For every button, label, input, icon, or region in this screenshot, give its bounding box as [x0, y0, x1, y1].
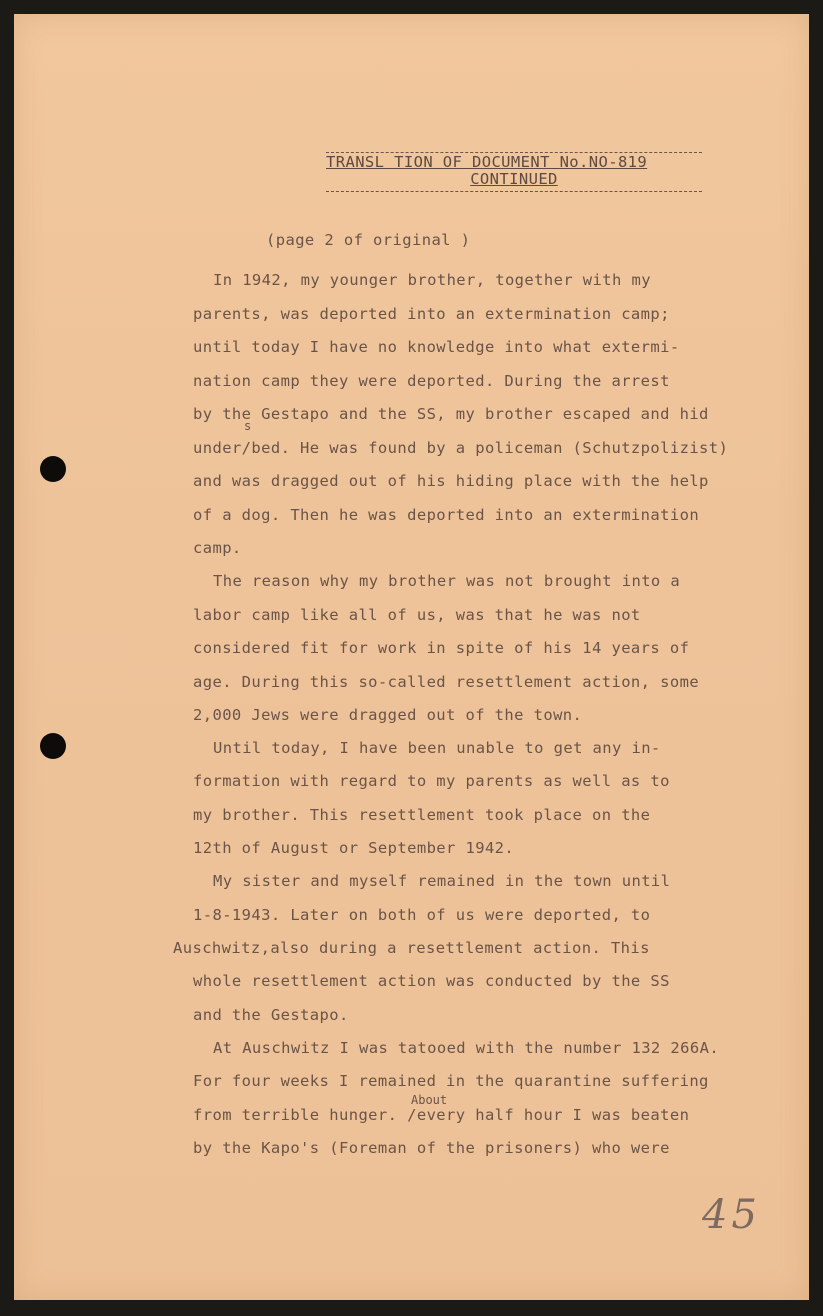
- punch-hole-lower: [40, 733, 66, 759]
- text-line: and the Gestapo.: [193, 1006, 349, 1024]
- text-line: considered fit for work in spite of his 14 years of: [193, 639, 690, 657]
- text-line: Until today, I have been unable to get any in-: [213, 739, 661, 757]
- text-line: nation camp they were deported. During the arrest: [193, 372, 670, 390]
- text-line: 1-8-1943. Later on both of us were deported, to: [193, 906, 651, 924]
- page-reference: (page 2 of original ): [266, 231, 471, 249]
- text-line: At Auschwitz I was tatooed with the number 132 266A.: [213, 1039, 720, 1057]
- folio-number: 45: [702, 1192, 761, 1238]
- text-line: The reason why my brother was not brought into a: [213, 572, 681, 590]
- text-line: whole resettlement action was conducted by the SS: [193, 972, 670, 990]
- text-line: labor camp like all of us, was that he was not: [193, 606, 641, 624]
- interlinear-about: About: [411, 1093, 448, 1107]
- interlinear-s-mark: s: [244, 419, 252, 433]
- text-line: formation with regard to my parents as well as to: [193, 772, 670, 790]
- text-line: parents, was deported into an extermination camp;: [193, 305, 670, 323]
- text-line: For four weeks I remained in the quarantine suffering: [193, 1072, 709, 1090]
- text-line: 12th of August or September 1942.: [193, 839, 515, 857]
- text-line: by the Kapo's (Foreman of the prisoners) who were: [193, 1139, 670, 1157]
- text-line: and was dragged out of his hiding place with the help: [193, 472, 709, 490]
- text-line: My sister and myself remained in the town until: [213, 872, 671, 890]
- text-line: of a dog. Then he was deported into an extermination: [193, 506, 700, 524]
- heading-continued: CONTINUED: [470, 170, 558, 188]
- text-line: Auschwitz,also during a resettlement action. This: [173, 939, 650, 957]
- text-line: camp.: [193, 539, 242, 557]
- heading-title: TRANSL TION OF DOCUMENT No.NO-819: [326, 153, 648, 171]
- text-line: In 1942, my younger brother, together with my: [213, 271, 651, 289]
- text-line: 2,000 Jews were dragged out of the town.: [193, 706, 583, 724]
- text-line: my brother. This resettlement took place on the: [193, 806, 651, 824]
- text-line: age. During this so-called resettlement action, some: [193, 673, 700, 691]
- text-line: by the Gestapo and the SS, my brother escaped and hid: [193, 405, 709, 423]
- document-heading: [326, 152, 702, 192]
- text-line: until today I have no knowledge into what extermi-: [193, 338, 680, 356]
- punch-hole-upper: [40, 456, 66, 482]
- text-line: from terrible hunger. /every half hour I was beaten: [193, 1106, 690, 1124]
- text-line: under/bed. He was found by a policeman (Schutzpolizist): [193, 439, 729, 457]
